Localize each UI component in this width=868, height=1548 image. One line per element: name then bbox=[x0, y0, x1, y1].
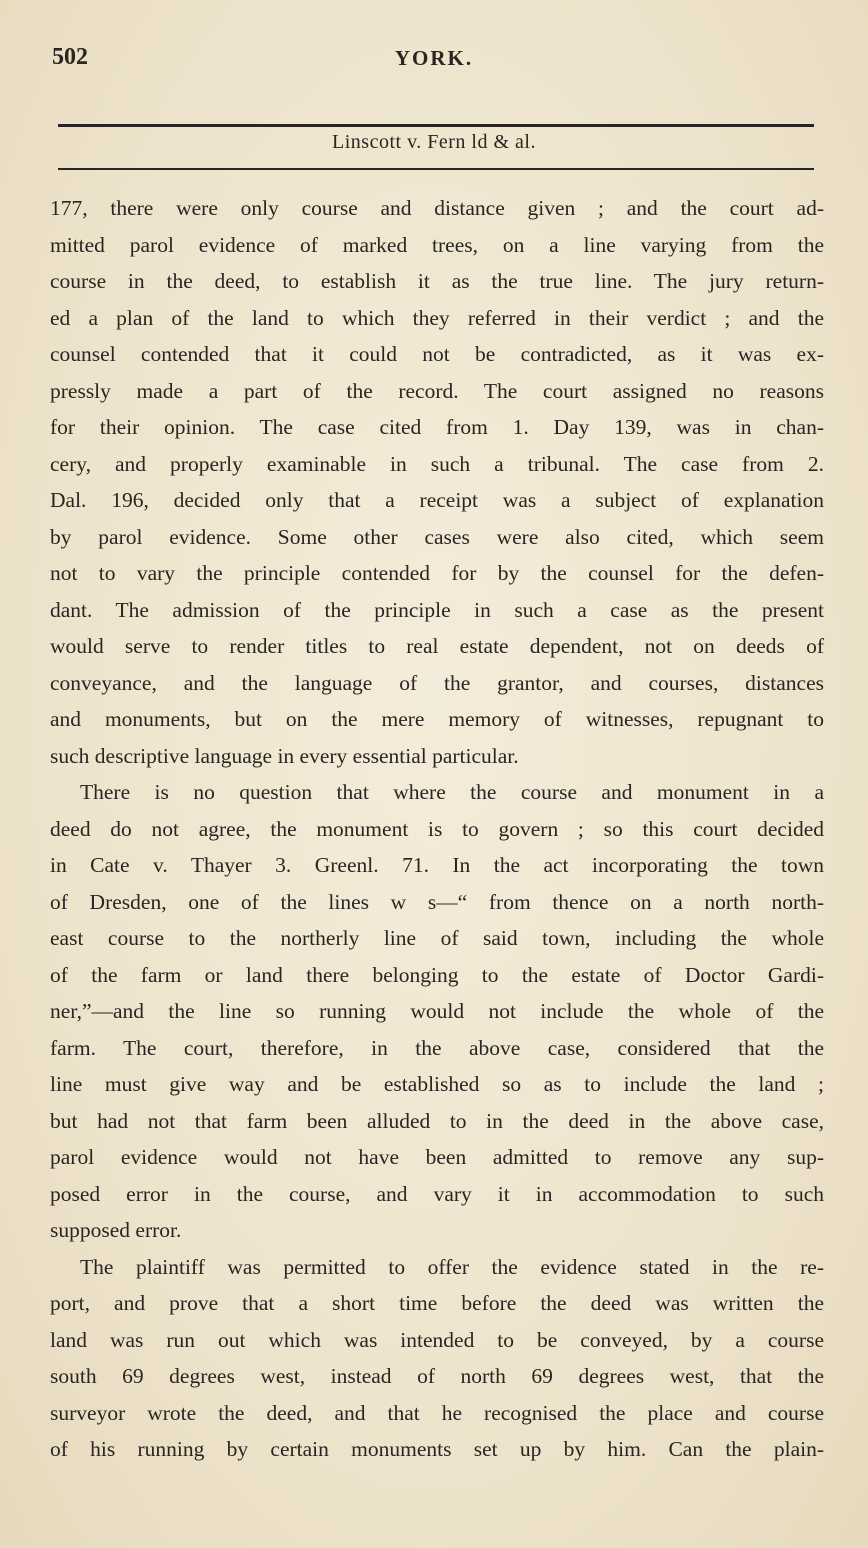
text-line: counsel contended that it could not be contradicted, as it was ex- bbox=[50, 342, 824, 366]
text-line: ed a plan of the land to which they referred in their verdict ; and the bbox=[50, 305, 824, 330]
text-line: surveyor wrote the deed, and that he recognised the place and course bbox=[50, 1400, 824, 1425]
text-line: but had not that farm been alluded to in the deed in the above case, bbox=[50, 1108, 824, 1133]
text-line: supposed error. bbox=[50, 1218, 182, 1242]
text-line: deed do not agree, the monument is to govern ; so this court decided bbox=[50, 816, 824, 841]
text-line: parol evidence would not have been admitted to remove any sup- bbox=[50, 1145, 824, 1169]
text-line: and monuments, but on the mere memory of witnesses, repugnant to bbox=[50, 707, 824, 731]
text-line: farm. The court, therefore, in the above case, considered that the bbox=[50, 1035, 824, 1060]
text-line: dant. The admission of the principle in such a case as the present bbox=[50, 597, 824, 622]
text-line: posed error in the course, and vary it in accommodation to such bbox=[50, 1181, 824, 1206]
text-line: not to vary the principle contended for by the counsel for the defen- bbox=[50, 561, 824, 585]
text-line: Dal. 196, decided only that a receipt was a subject of explanation bbox=[50, 488, 824, 512]
text-line: south 69 degrees west, instead of north 69 degrees west, that the bbox=[50, 1364, 824, 1388]
top-rule bbox=[58, 124, 814, 127]
text-line: pressly made a part of the record. The court assigned no reasons bbox=[50, 378, 824, 403]
text-line: mitted parol evidence of marked trees, on a line varying from the bbox=[50, 232, 824, 257]
text-line: ner,”—and the line so running would not include the whole of the bbox=[50, 999, 824, 1023]
text-line: port, and prove that a short time before the deed was written the bbox=[50, 1291, 824, 1315]
paragraph-start-line: There is no question that where the course and monument in a bbox=[80, 780, 824, 804]
text-line: east course to the northerly line of said town, including the whole bbox=[50, 926, 824, 950]
text-line: land was run out which was intended to be conveyed, by a course bbox=[50, 1327, 824, 1352]
text-line: by parol evidence. Some other cases were also cited, which seem bbox=[50, 524, 824, 549]
text-line: would serve to render titles to real estate dependent, not on deeds of bbox=[50, 634, 824, 658]
running-head bbox=[52, 44, 816, 80]
text-line: of his running by certain monuments set up by him. Can the plain- bbox=[50, 1437, 824, 1461]
section-title: YORK. bbox=[394, 46, 474, 70]
text-line: for their opinion. The case cited from 1. Day 139, was in chan- bbox=[50, 415, 824, 439]
text-line: line must give way and be established so as to include the land ; bbox=[50, 1072, 824, 1096]
case-title: Linscott v. Fern ld & al. bbox=[332, 131, 536, 153]
text-line: cery, and properly examinable in such a tribunal. The case from 2. bbox=[50, 451, 824, 476]
text-line: course in the deed, to establish it as the true line. The jury return- bbox=[50, 269, 824, 293]
text-line: in Cate v. Thayer 3. Greenl. 71. In the act incorporating the town bbox=[50, 853, 824, 877]
text-line: such descriptive language in every essential particular. bbox=[50, 743, 519, 768]
text-line: conveyance, and the language of the grantor, and courses, distances bbox=[50, 670, 824, 695]
bottom-rule bbox=[58, 168, 814, 170]
text-line: 177, there were only course and distance given ; and the court ad- bbox=[50, 196, 824, 220]
body-text bbox=[50, 190, 824, 1468]
text-line: of the farm or land there belonging to the estate of Doctor Gardi- bbox=[50, 962, 824, 987]
page-number: 502 bbox=[52, 44, 88, 70]
text-line: of Dresden, one of the lines w s—“ from thence on a north north- bbox=[50, 889, 824, 914]
paragraph-start-line: The plaintiff was permitted to offer the evidence stated in the re- bbox=[80, 1254, 824, 1279]
